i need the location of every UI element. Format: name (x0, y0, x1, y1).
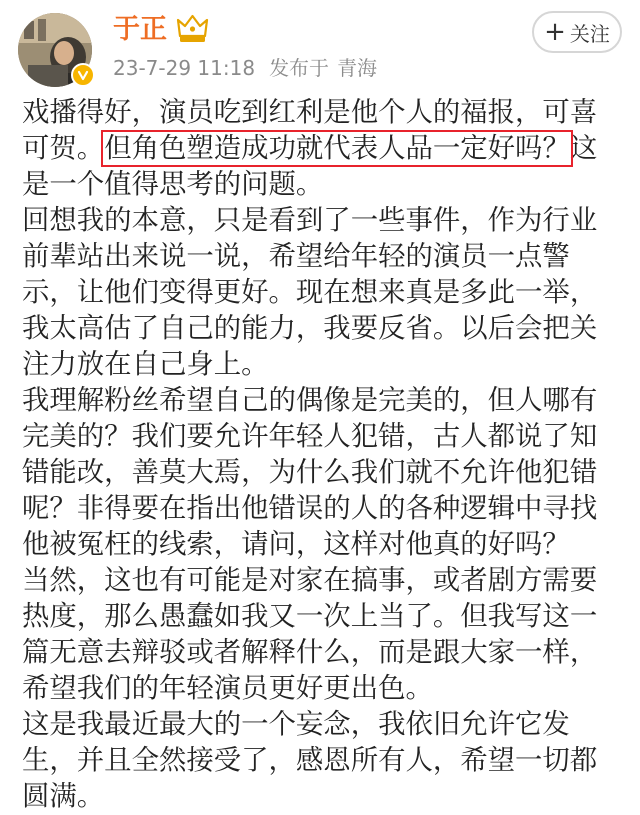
post-text: 戏播得好，演员吃到红利是他个人的福报，可喜可贺。 (22, 97, 598, 164)
post-text: 这是我最近最大的一个妄念，我依旧允许它发生，并且全然接受了，感恩所有人，希望一切都圆满。 (22, 709, 598, 812)
crown-badge-icon (176, 14, 209, 44)
post-text: 我理解粉丝希望自己的偶像是完美的，但人哪有完美的？我们要允许年轻人犯错，古人都说了知错能改，善莫大焉，为什么我们就不允许他犯错呢？非得要在指出他错误的人的各种逻辑中寻找他被冤枉的线索，请问，这样对他真的好吗？ (22, 385, 598, 560)
highlighted-text: 但角色塑造成功就代表人品一定好吗？ (104, 133, 570, 164)
post-paragraph (22, 95, 622, 203)
location-prefix: 发布于 (269, 56, 330, 80)
author-name[interactable]: 于正 (113, 14, 167, 45)
verified-badge-icon (71, 63, 95, 87)
post-paragraph (22, 707, 622, 815)
post-paragraph (22, 203, 622, 383)
plus-icon: + (544, 17, 566, 47)
post-text: 这是一个值得思考的问题。 (22, 133, 598, 200)
post-text: 当然，这也有可能是对家在搞事，或者剧方需要热度，那么愚蠢如我又一次上当了。但我写这一篇无意去辩驳或者解释什么，而是跟大家一样，希望我们的年轻演员更好更出色。 (22, 565, 598, 704)
post-paragraph (22, 563, 622, 707)
post-paragraph (22, 383, 622, 563)
post-location[interactable]: 青海 (337, 56, 378, 80)
post-header (0, 0, 640, 95)
follow-button-label: 关注 (569, 21, 610, 46)
post-timestamp: 23-7-29 11:18 (113, 56, 256, 80)
follow-button[interactable] (532, 11, 622, 53)
post-text: 回想我的本意，只是看到了一些事件，作为行业前辈站出来说一说，希望给年轻的演员一点警示，让他们变得更好。现在想来真是多此一举，我太高估了自己的能力，我要反省。以后会把关注力放在自己身上。 (22, 205, 598, 380)
post-meta (113, 55, 377, 81)
post-body (22, 95, 622, 815)
